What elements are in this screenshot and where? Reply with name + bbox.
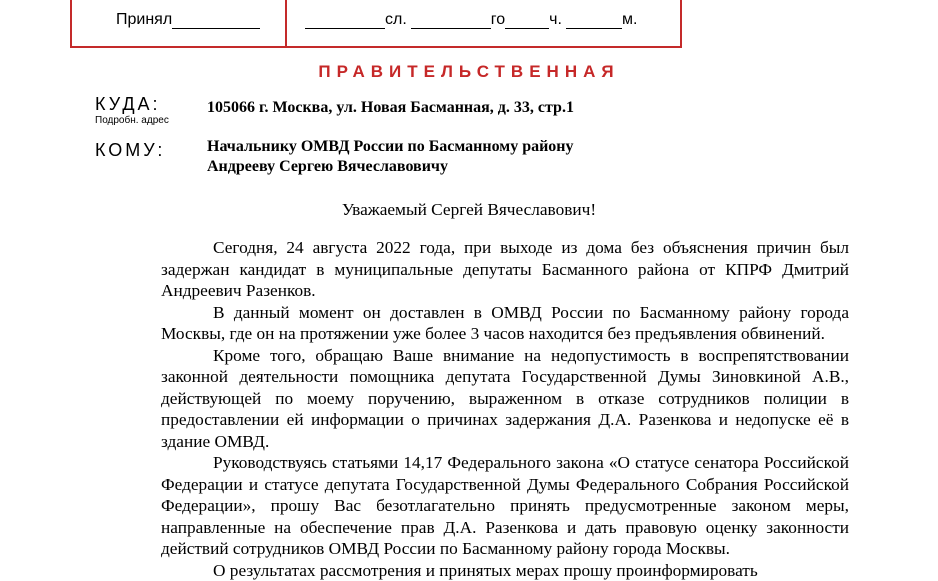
paragraph: Руководствуясь статьями 14,17 Федерального закона «О статусе сенатора Российской Федерации и статусе депутата Государственной Думы Федерального Собрания Российской Федерации», прошу Вас безотлагательно принять предусмотренные законом меры, направленные на обеспечение прав Д.А. Разенкова и дать правовую оценку законности действий сотрудников ОМВД России по Басманному району города Москвы.	[161, 452, 849, 560]
form-border-right	[680, 0, 682, 48]
transmission-row	[305, 11, 637, 29]
paragraph: О результатах рассмотрения и принятых мерах прошу проинформировать	[161, 560, 849, 581]
to-sublabel: Подробн. адрес	[95, 115, 169, 126]
minutes-unit: м.	[622, 11, 637, 28]
received-blank	[172, 14, 260, 29]
greeting: Уважаемый Сергей Вячеславович!	[0, 200, 938, 220]
whom-label: КОМУ:	[95, 140, 165, 161]
received-row	[116, 11, 260, 29]
whom-line-2: Андрееву Сергею Вячеславовичу	[207, 158, 448, 176]
form-border-bottom	[70, 46, 682, 48]
to-address: 105066 г. Москва, ул. Новая Басманная, д. 33, стр.1	[207, 99, 574, 117]
whom-line-1: Начальнику ОМВД России по Басманному району	[207, 138, 574, 156]
paragraph: Сегодня, 24 августа 2022 года, при выходе из дома без объяснения причин был задержан кандидат в муниципальные депутаты Басманного района от КПРФ Дмитрий Андреевич Разенков.	[161, 237, 849, 302]
hours-unit: ч.	[549, 11, 562, 28]
classification-heading: ПРАВИТЕЛЬСТВЕННАЯ	[0, 62, 938, 82]
form-border-left	[70, 0, 72, 48]
paragraph: Кроме того, обращаю Ваше внимание на недопустимость в воспрепятствовании законной деятельности помощника депутата Государственной Думы Зиновкиной А.В., действующей по моему поручению, выраженном в отказе сотрудников полиции в предоставлении ей информации о причинах задержания Д.А. Разенкова и недопуске её в здание ОМВД.	[161, 345, 849, 453]
paragraph: В данный момент он доставлен в ОМВД России по Басманному району города Москвы, где он на протяжении уже более 3 часов находится без предъявления обвинений.	[161, 302, 849, 345]
form-border-middle	[285, 0, 287, 48]
words-unit: сл.	[385, 11, 407, 28]
letter-body	[161, 237, 849, 581]
go-unit: го	[491, 11, 505, 28]
received-label: Принял	[116, 11, 172, 28]
to-label: КУДА:	[95, 94, 161, 115]
